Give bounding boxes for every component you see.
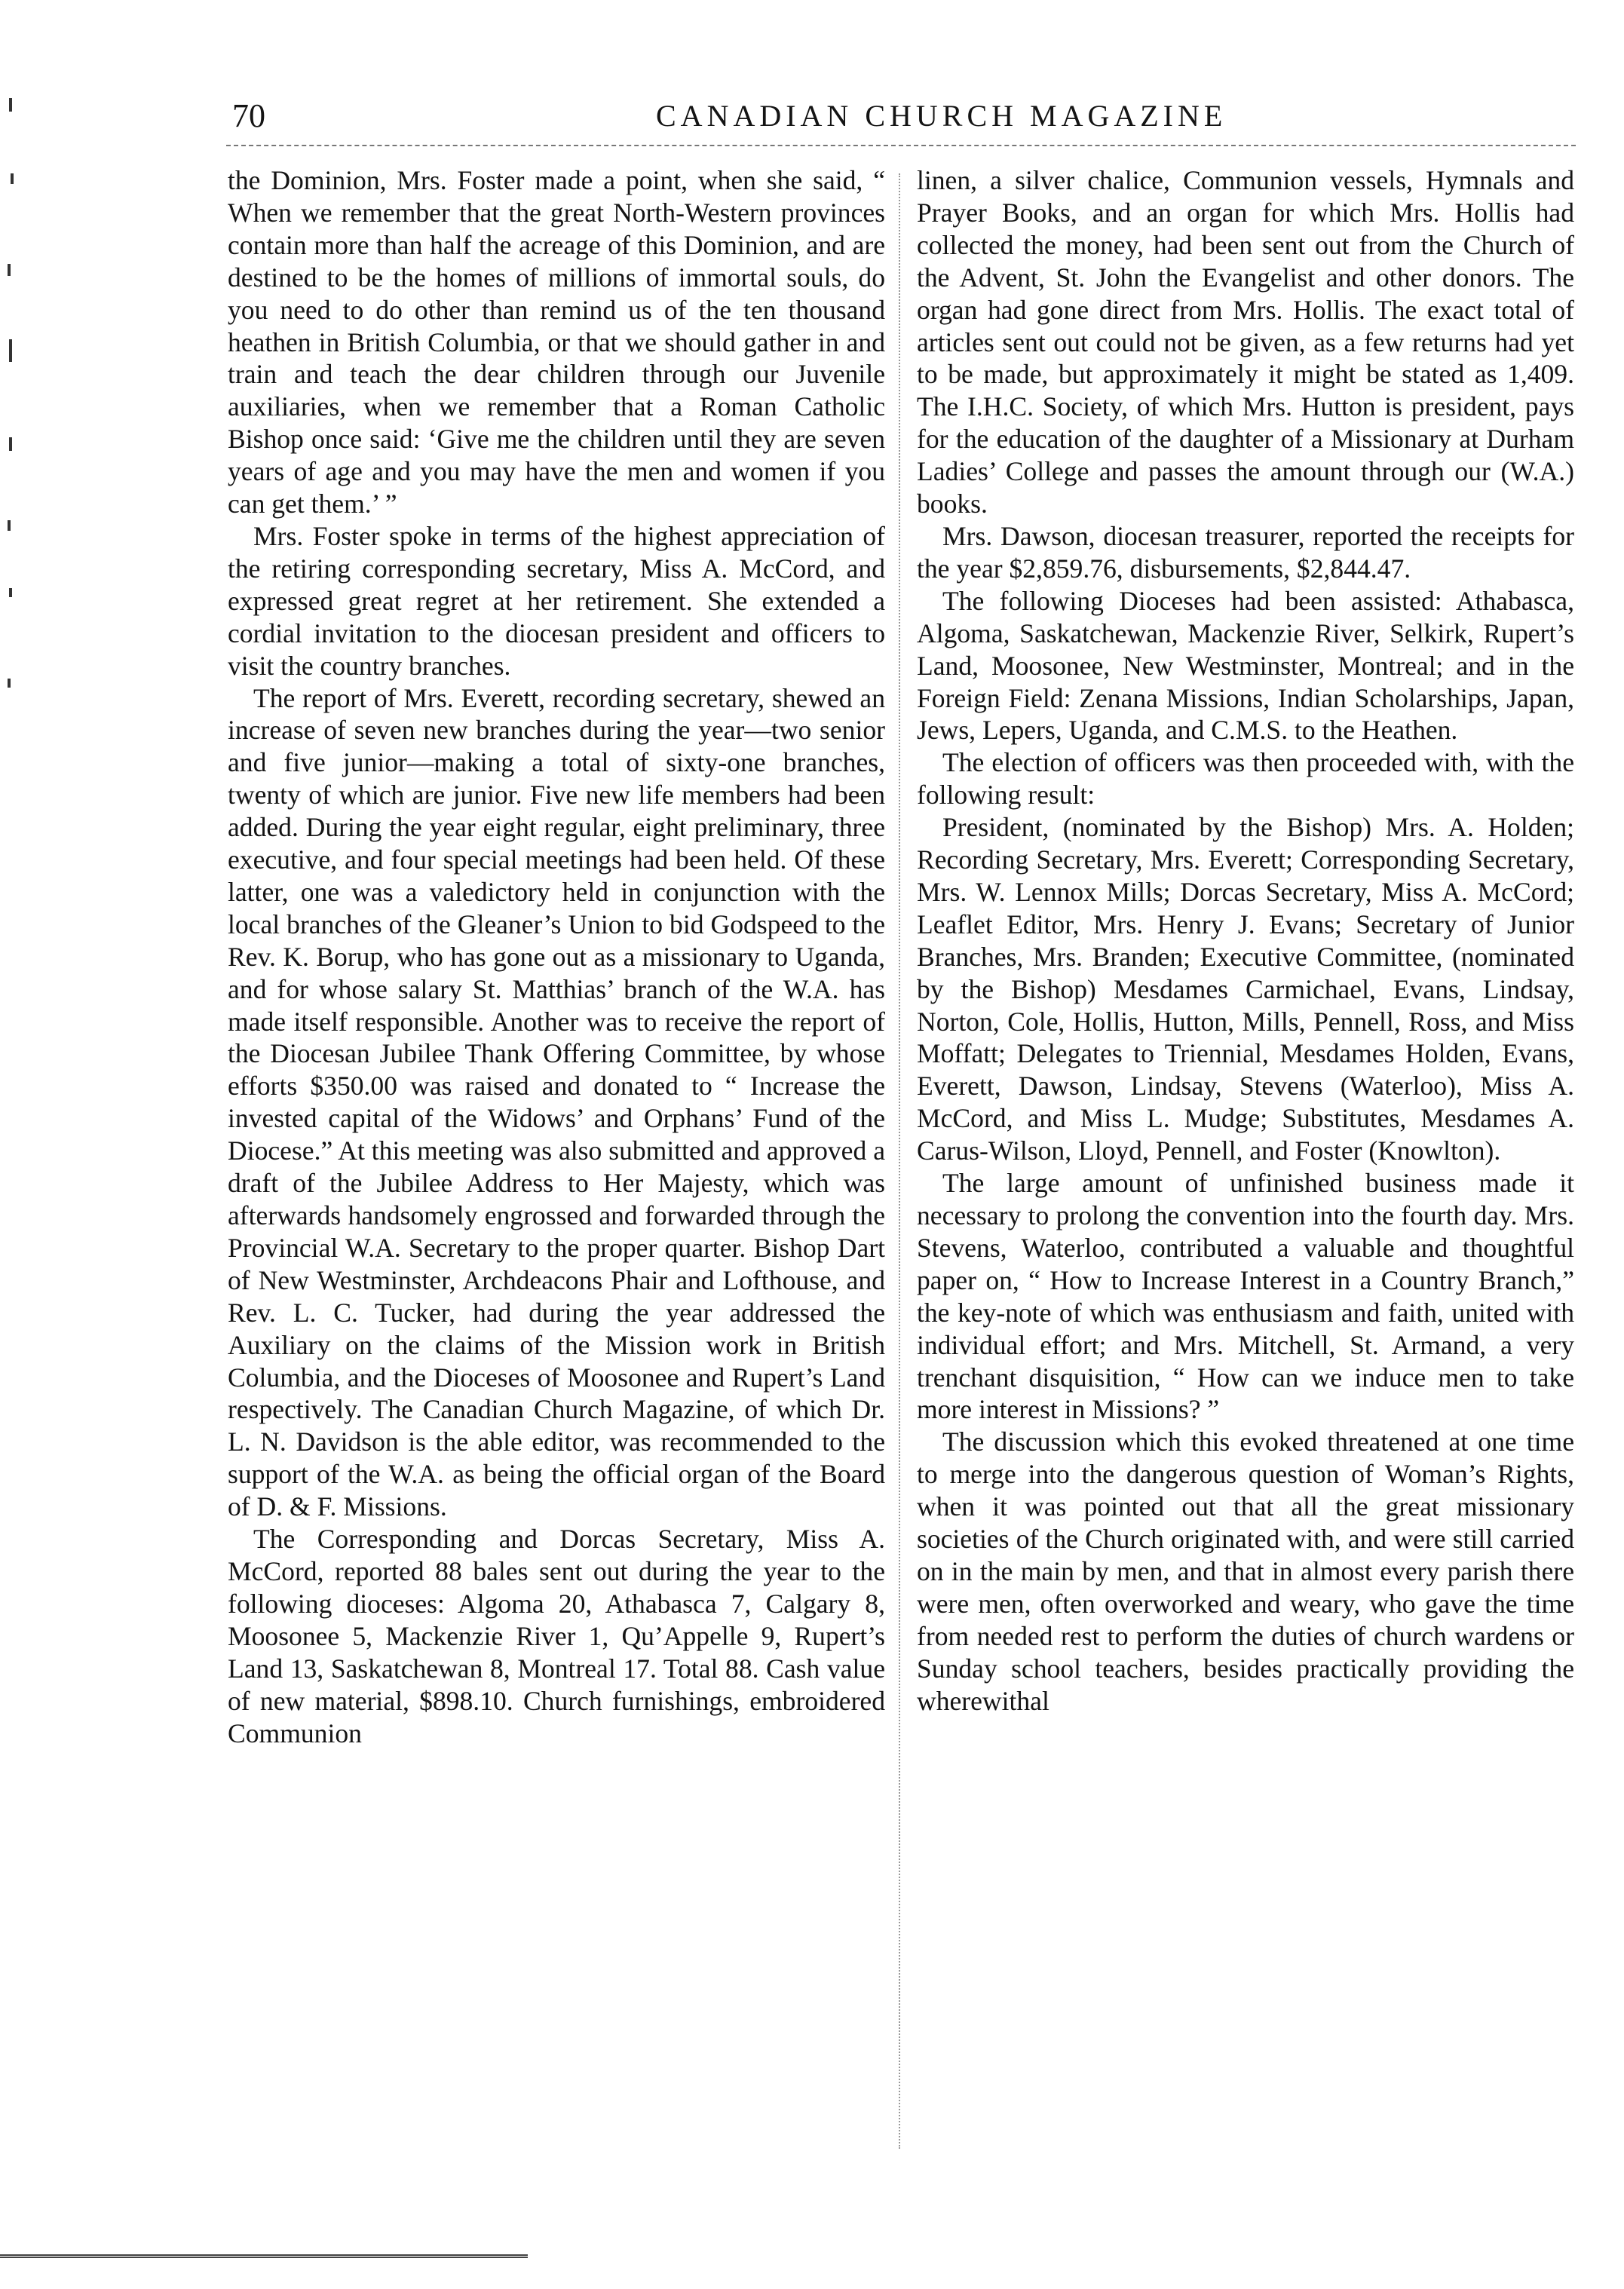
paragraph: the Dominion, Mrs. Foster made a point, when she said, “ When we remember that the great North-Western provinces contain more than half the acreage of this Dominion, and are destined to be the homes of millions of immortal souls, do you need to do other than remind us of the ten thousand heathen in British Columbia, or that we should gather in and train and teach the dear children through our Juvenile auxiliaries, when we remember that a Roman Catholic Bishop once said: ‘Give me the children until they are seven years of age and you may have the men and women if you can get them.’ ” [228, 165, 885, 519]
header-rule [226, 145, 1576, 146]
paragraph: President, (nominated by the Bishop) Mrs. A. Holden; Recording Secretary, Mrs. Everett; Corresponding Secretary, Mrs. W. Lennox Mills; Dorcas Secretary, Miss A. McCord; Leaflet Editor, Mrs. Henry J. Evans; Secretary of Junior Branches, Mrs. Branden; Executive Committee, (nominated by the Bishop) Mesdames Carmichael, Evans, Lindsay, Norton, Cole, Hollis, Hutton, Mills, Pennell, Ross, and Miss Moffatt; Delegates to Triennial, Mesdames Holden, Evans, Everett, Dawson, Lindsay, Stevens (Waterloo), Miss A. McCord, and Miss L. Mudge; Substitutes, Mesdames A. Carus-Wilson, Lloyd, Pennell, and Foster (Knowlton). [917, 812, 1574, 1166]
left-column [228, 164, 885, 1749]
paragraph: The election of officers was then proceeded with, with the following result: [917, 747, 1574, 810]
column-divider [899, 173, 900, 2149]
paragraph: The following Dioceses had been assisted: Athabasca, Algoma, Saskatchewan, Mackenzie River, Selkirk, Rupert’s Land, Moosonee, New Westminster, Montreal; and in the Foreign Field: Zenana Missions, Indian Scholarships, Japan, Jews, Lepers, Uganda, and C.M.S. to the Heathen. [917, 585, 1574, 746]
margin-specks [0, 90, 30, 769]
paragraph: The Corresponding and Dorcas Secretary, Miss A. McCord, reported 88 bales sent out during the year to the following dioceses: Algoma 20, Athabasca 7, Calgary 8, Moosonee 5, Mackenzie River 1, Qu’Appelle 9, Rupert’s Land 13, Saskatchewan 8, Montreal 17. Total 88. Cash value of new material, $898.10. Church furnishings, embroidered Communion [228, 1524, 885, 1748]
page-number: 70 [232, 97, 265, 134]
paragraph: linen, a silver chalice, Communion vessels, Hymnals and Prayer Books, and an organ for which Mrs. Hollis had collected the money, had been sent out from the Church of the Advent, St. John the Evangelist and other donors. The organ had gone direct from Mrs. Hollis. The exact total of articles sent out could not be given, as a few returns had yet to be made, but approximately it might be stated as 1,409. The I.H.C. Society, of which Mrs. Hutton is president, pays for the education of the daughter of a Missionary at Durham Ladies’ College and passes the amount through our (W.A.) books. [917, 165, 1574, 519]
paragraph: The discussion which this evoked threatened at one time to merge into the dangerous question of Woman’s Rights, when it was pointed out that all the great missionary societies of the Church originated with, and were still carried on in the main by men, and that in almost every parish there were men, often overworked and weary, who gave the time from needed rest to perform the duties of church wardens or Sunday school teachers, besides practically providing the wherewithal [917, 1426, 1574, 1716]
paragraph: The large amount of unfinished business made it necessary to prolong the convention into the fourth day. Mrs. Stevens, Waterloo, contributed a valuable and thoughtful paper on, “ How to Increase Interest in a Country Branch,” the key-note of which was enthusiasm and faith, united with individual effort; and Mrs. Mitchell, St. Armand, a very trenchant disquisition, “ How can we induce men to take more interest in Missions? ” [917, 1168, 1574, 1425]
paragraph: The report of Mrs. Everett, recording secretary, shewed an increase of seven new branches during the year—two senior and five junior—making a total of sixty-one branches, twenty of which are junior. Five new life members had been added. During the year eight regular, eight preliminary, three executive, and four special meetings had been held. Of these latter, one was a valedictory held in conjunction with the local branches of the Gleaner’s Union to bid Godspeed to the Rev. K. Borup, who has gone out as a missionary to Uganda, and for whose salary St. Matthias’ branch of the W.A. has made itself responsible. Another was to receive the report of the Diocesan Jubilee Thank Offering Committee, by whose efforts $350.00 was raised and donated to “ Increase the invested capital of the Widows’ and Orphans’ Fund of the Diocese.” At this meeting was also submitted and approved a draft of the Jubilee Address to Her Majesty, which was afterwards handsomely engrossed and forwarded through the Provincial W.A. Secretary to the proper quarter. Bishop Dart of New Westminster, Archdeacons Phair and Lofthouse, and Rev. L. C. Tucker, had during the year addressed the Auxiliary on the claims of the Mission work in British Columbia, and the Dioceses of Moosonee and Rupert’s Land respectively. The Canadian Church Magazine, of which Dr. L. N. Davidson is the able editor, was recommended to the support of the W.A. as being the official organ of the Board of D. & F. Missions. [228, 682, 885, 1522]
paragraph: Mrs. Foster spoke in terms of the highest appreciation of the retiring corresponding secretary, Miss A. McCord, and expressed great regret at her retirement. She extended a cordial invitation to the diocesan president and officers to visit the country branches. [228, 520, 885, 681]
footer-rule [0, 2254, 528, 2258]
running-title: CANADIAN CHURCH MAGAZINE [656, 99, 1227, 133]
paragraph: Mrs. Dawson, diocesan treasurer, reported the receipts for the year $2,859.76, disbursements, $2,844.47. [917, 520, 1574, 584]
right-column [917, 164, 1574, 1718]
page-header [226, 97, 1583, 139]
